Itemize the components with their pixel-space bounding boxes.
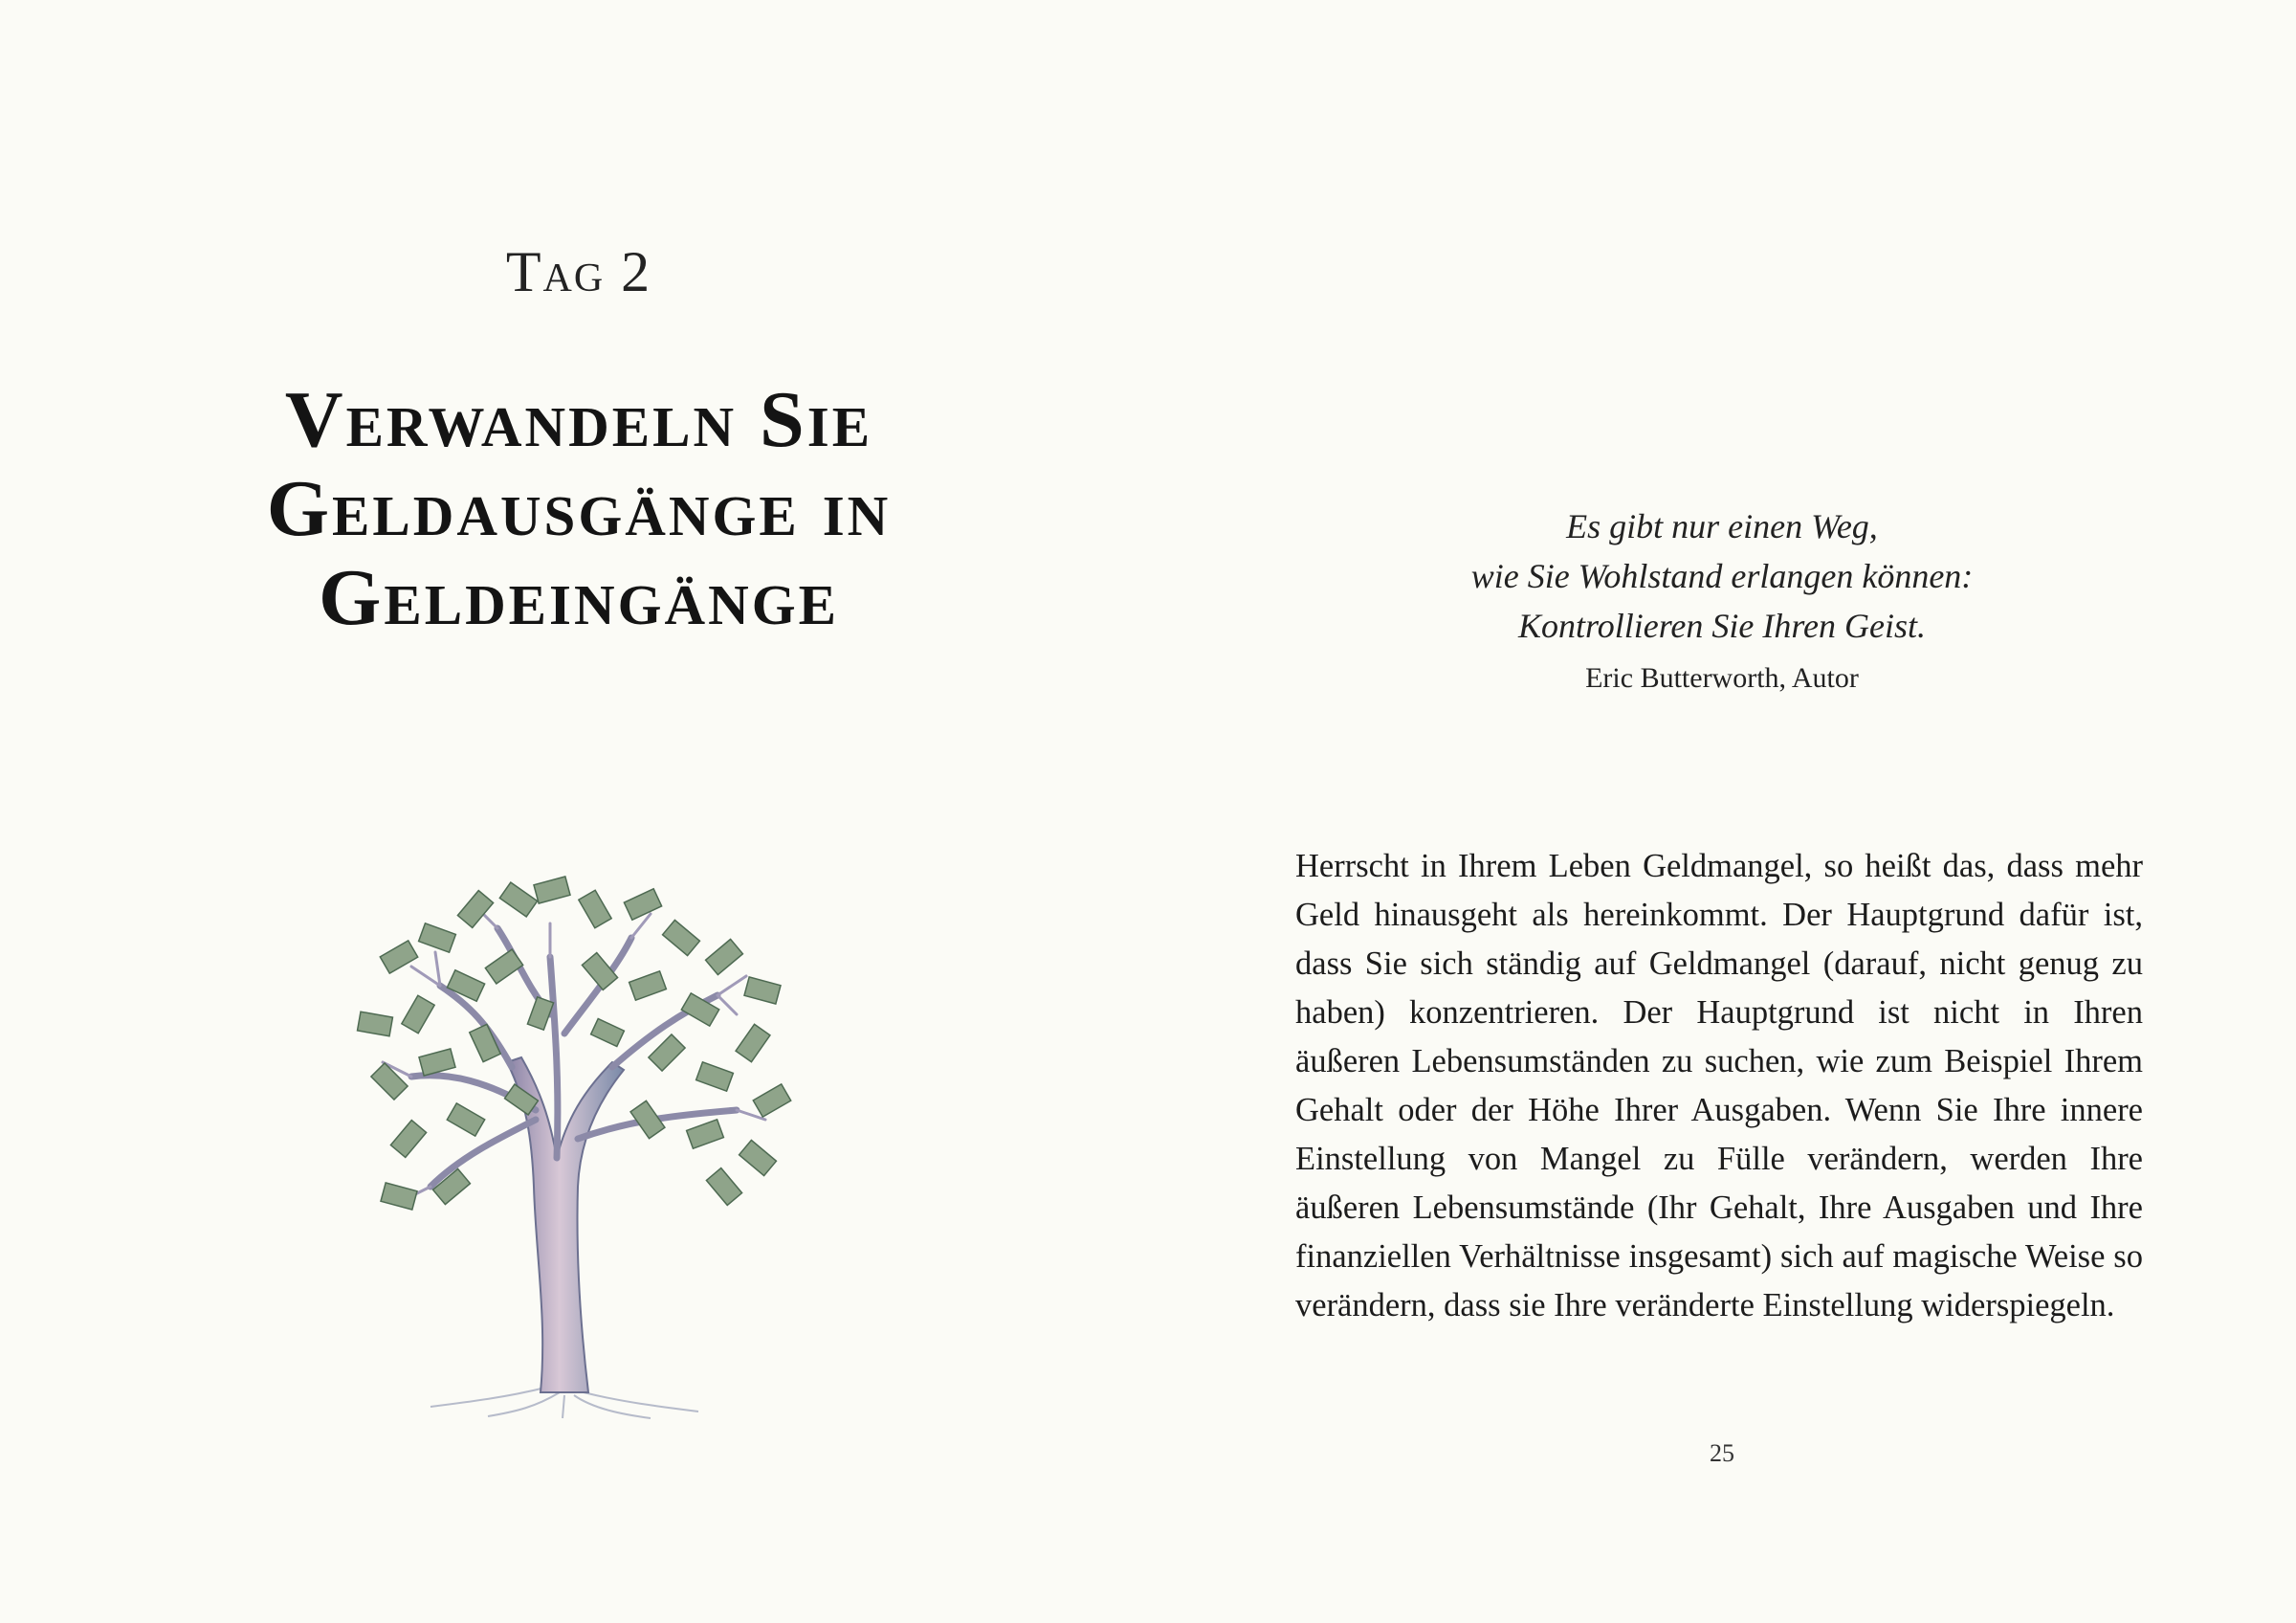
chapter-title-line: Geldausgänge in	[266, 464, 892, 553]
chapter-title-line: Verwandeln Sie	[284, 375, 873, 464]
money-tree-icon	[344, 871, 804, 1426]
epigraph-line: Kontrollieren Sie Ihren Geist.	[1518, 607, 1926, 645]
epigraph-attribution: Eric Butterworth, Autor	[1585, 662, 1859, 694]
page-number: 25	[1710, 1439, 1734, 1467]
epigraph	[1378, 501, 2066, 695]
right-page	[1148, 0, 2296, 1623]
chapter-title	[0, 375, 1158, 642]
chapter-label: Tag 2	[505, 240, 652, 303]
chapter-title-line: Geldeingänge	[319, 553, 839, 642]
body-paragraph: Herrscht in Ihrem Leben Geldmangel, so heißt das, dass mehr Geld hinausgeht als hereinkommt. Der Hauptgrund dafür ist, dass Sie sich ständig auf Geldmangel (darauf, nicht genug zu haben) konzentrieren. Der Hauptgrund ist nicht in Ihren äußeren Lebensumständen zu suchen, wie zum Beispiel Ihrem Gehalt oder der Höhe Ihrer Ausgaben. Wenn Sie Ihre innere Einstellung von Mangel zu Fülle verändern, werden Ihre äußeren Lebensumstände (Ihr Gehalt, Ihre Ausgaben und Ihre finanziellen Verhältnisse insgesamt) sich auf magische Weise so verändern, dass sie Ihre veränderte Einstellung widerspiegeln.	[1295, 848, 2143, 1323]
epigraph-line: Es gibt nur einen Weg,	[1566, 507, 1878, 545]
epigraph-line: wie Sie Wohlstand erlangen können:	[1470, 557, 1974, 595]
